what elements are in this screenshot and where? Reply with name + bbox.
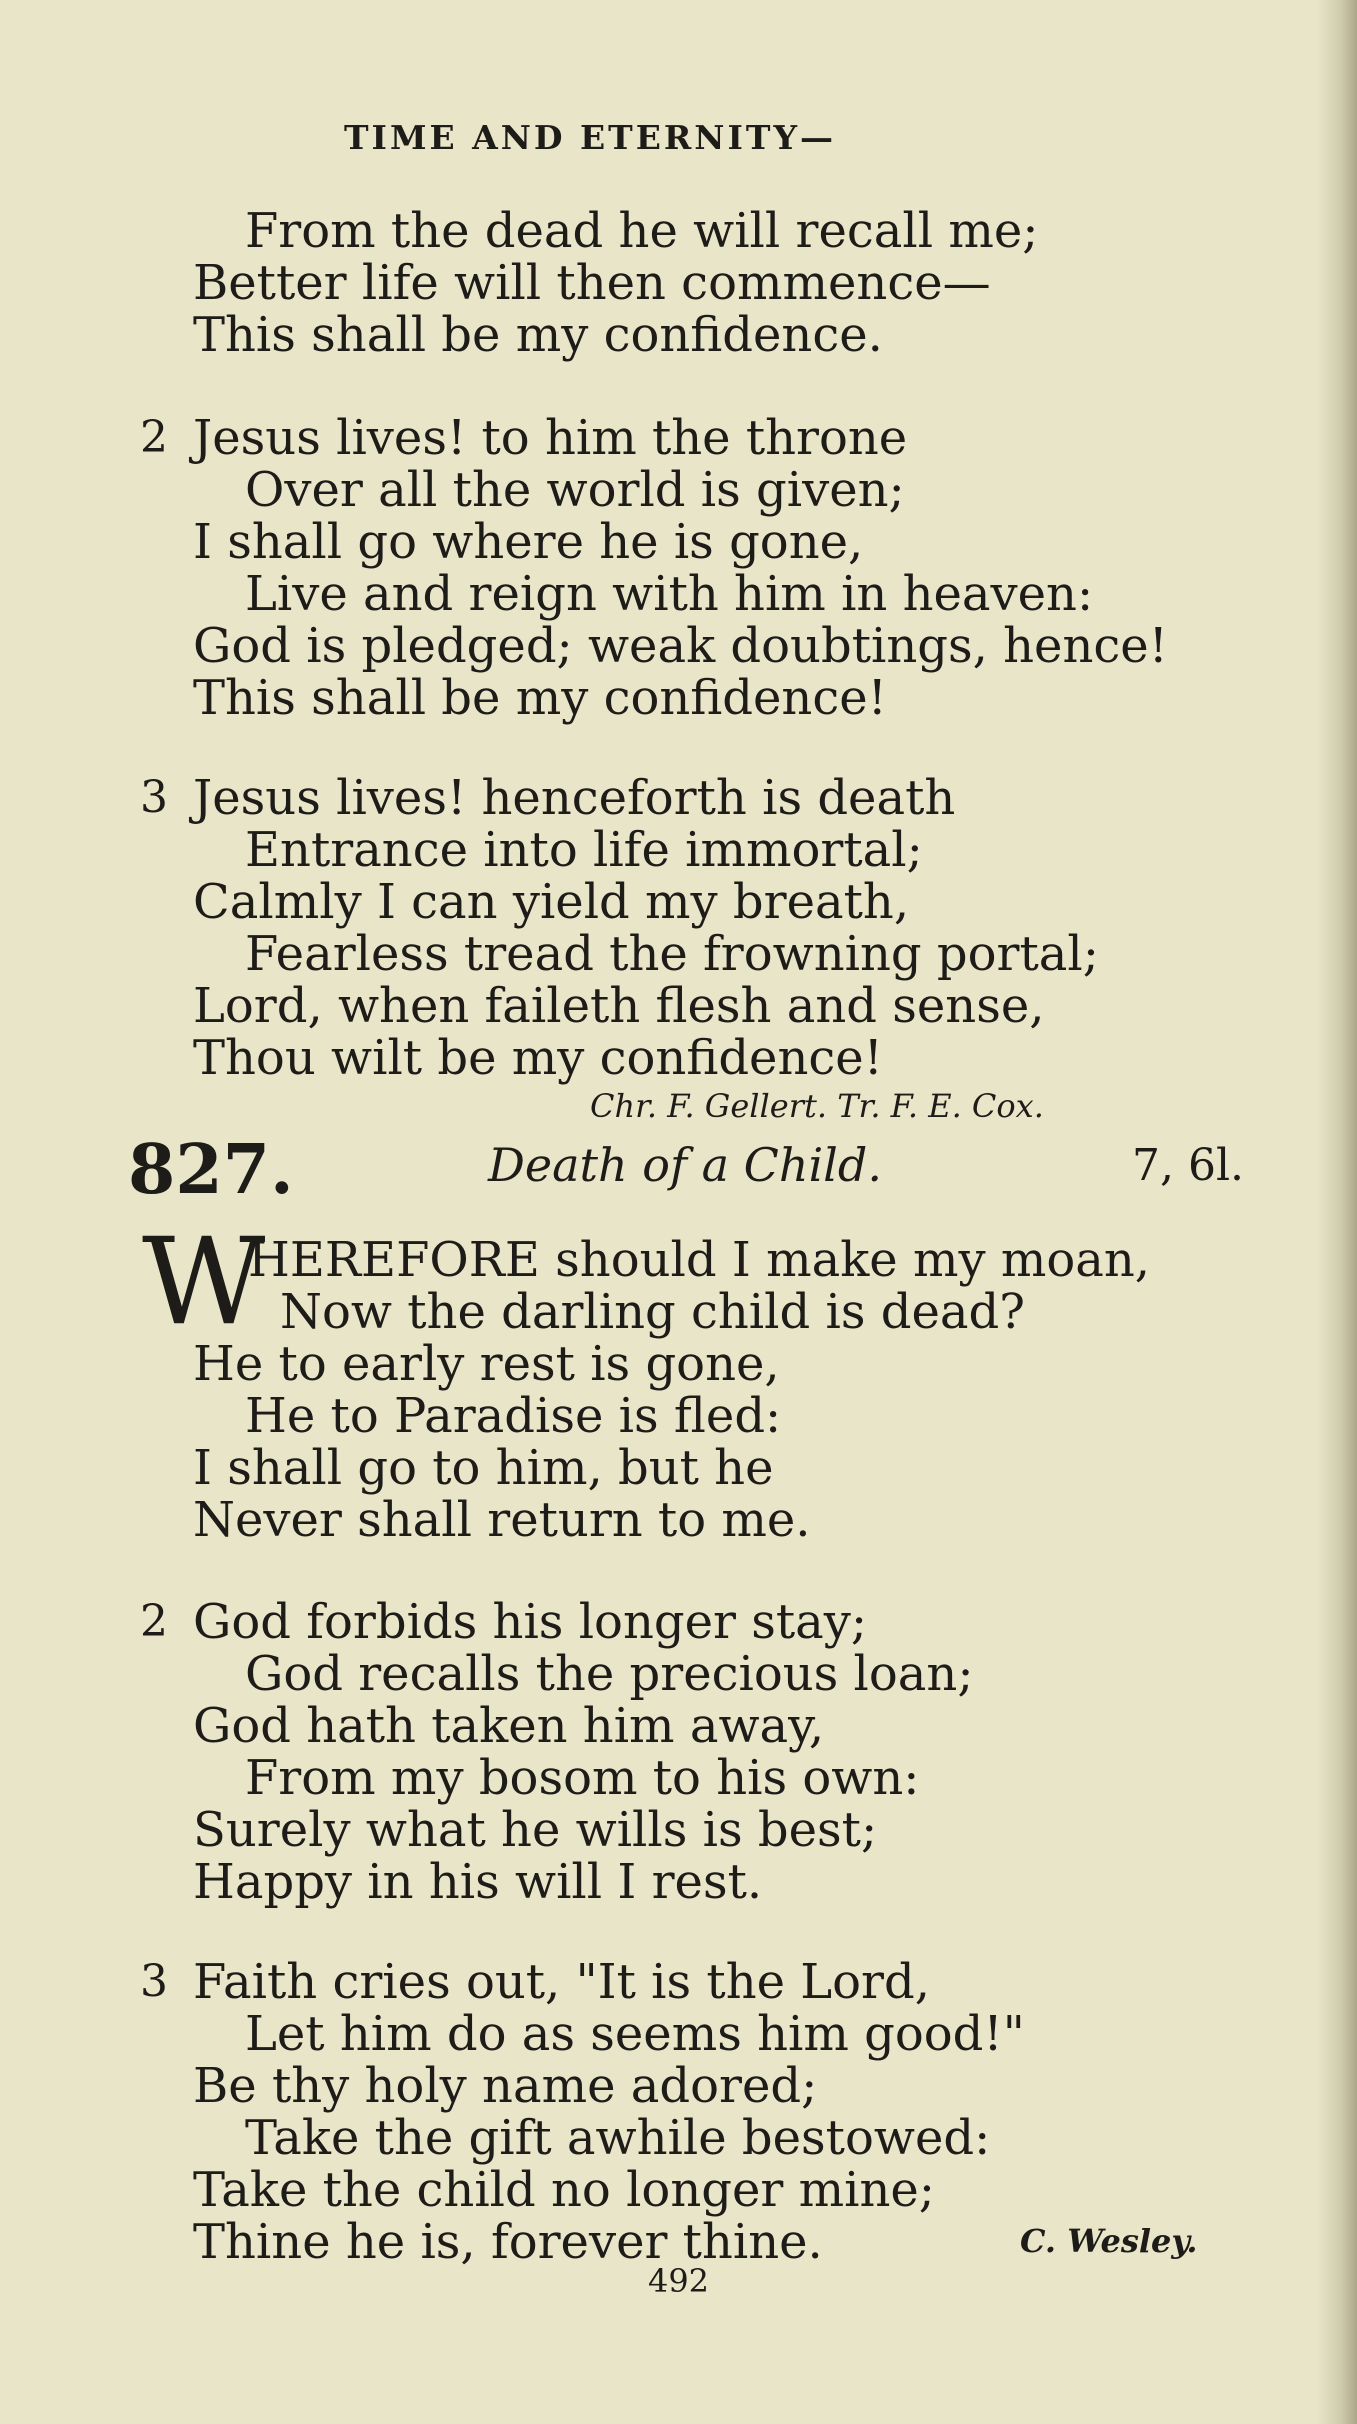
- verse-line: Fearless tread the frowning portal;: [245, 926, 1099, 982]
- verse-line: From my bosom to his own:: [245, 1750, 920, 1806]
- attribution: Chr. F. Gellert. Tr. F. E. Cox.: [590, 1087, 1044, 1125]
- verse-line: God hath taken him away,: [193, 1698, 825, 1754]
- verse-line: Now the darling child is dead?: [280, 1284, 1025, 1340]
- verse-line: Jesus lives! henceforth is death: [193, 770, 956, 826]
- page-edge: [1317, 0, 1357, 2424]
- attribution: C. Wesley.: [1020, 2222, 1198, 2260]
- verse-line: Jesus lives! to him the throne: [193, 410, 908, 466]
- stanza-number: 3: [140, 1956, 168, 2007]
- verse-line: Take the child no longer mine;: [193, 2162, 935, 2218]
- verse-line: Calmly I can yield my breath,: [193, 874, 910, 930]
- verse-line: This shall be my confidence!: [193, 670, 887, 726]
- stanza-number: 2: [140, 412, 168, 463]
- running-header: TIME AND ETERNITY—: [343, 118, 837, 157]
- verse-line: Never shall return to me.: [193, 1492, 811, 1548]
- verse-line: From the dead he will recall me;: [245, 203, 1039, 259]
- verse-line: I shall go where he is gone,: [193, 514, 864, 570]
- verse-line: Let him do as seems him good!": [245, 2006, 1025, 2062]
- verse-line: Be thy holy name adored;: [193, 2058, 818, 2114]
- verse-line: Lord, when faileth flesh and sense,: [193, 978, 1045, 1034]
- hymn-number: 827.: [128, 1130, 294, 1210]
- stanza-number: 2: [140, 1596, 168, 1647]
- verse-line: God forbids his longer stay;: [193, 1594, 868, 1650]
- verse-line: Faith cries out, "It is the Lord,: [193, 1954, 930, 2010]
- verse-line: Live and reign with him in heaven:: [245, 566, 1094, 622]
- hymn-title: Death of a Child.: [488, 1138, 882, 1192]
- verse-line: Thou wilt be my confidence!: [193, 1030, 883, 1086]
- verse-line: I shall go to him, but he: [193, 1440, 774, 1496]
- verse-line: Thine he is, forever thine.: [193, 2214, 823, 2270]
- drop-cap: W: [142, 1213, 266, 1352]
- verse-line: Take the gift awhile bestowed:: [245, 2110, 991, 2166]
- verse-line: He to early rest is gone,: [193, 1336, 780, 1392]
- hymn-meter: 7, 6l.: [1132, 1140, 1245, 1191]
- verse-line: Surely what he wills is best;: [193, 1802, 878, 1858]
- verse-line: Better life will then commence—: [193, 255, 991, 311]
- stanza-number: 3: [140, 772, 168, 823]
- page-number: 492: [647, 2262, 710, 2300]
- verse-line: This shall be my confidence.: [193, 307, 883, 363]
- verse-line: He to Paradise is fled:: [245, 1388, 782, 1444]
- verse-line: God is pledged; weak doubtings, hence!: [193, 618, 1168, 674]
- verse-line: God recalls the precious loan;: [245, 1646, 974, 1702]
- verse-line: HEREFORE should I make my moan,: [248, 1232, 1151, 1288]
- verse-line: Over all the world is given;: [245, 462, 905, 518]
- verse-line: Entrance into life immortal;: [245, 822, 923, 878]
- verse-line: Happy in his will I rest.: [193, 1854, 763, 1910]
